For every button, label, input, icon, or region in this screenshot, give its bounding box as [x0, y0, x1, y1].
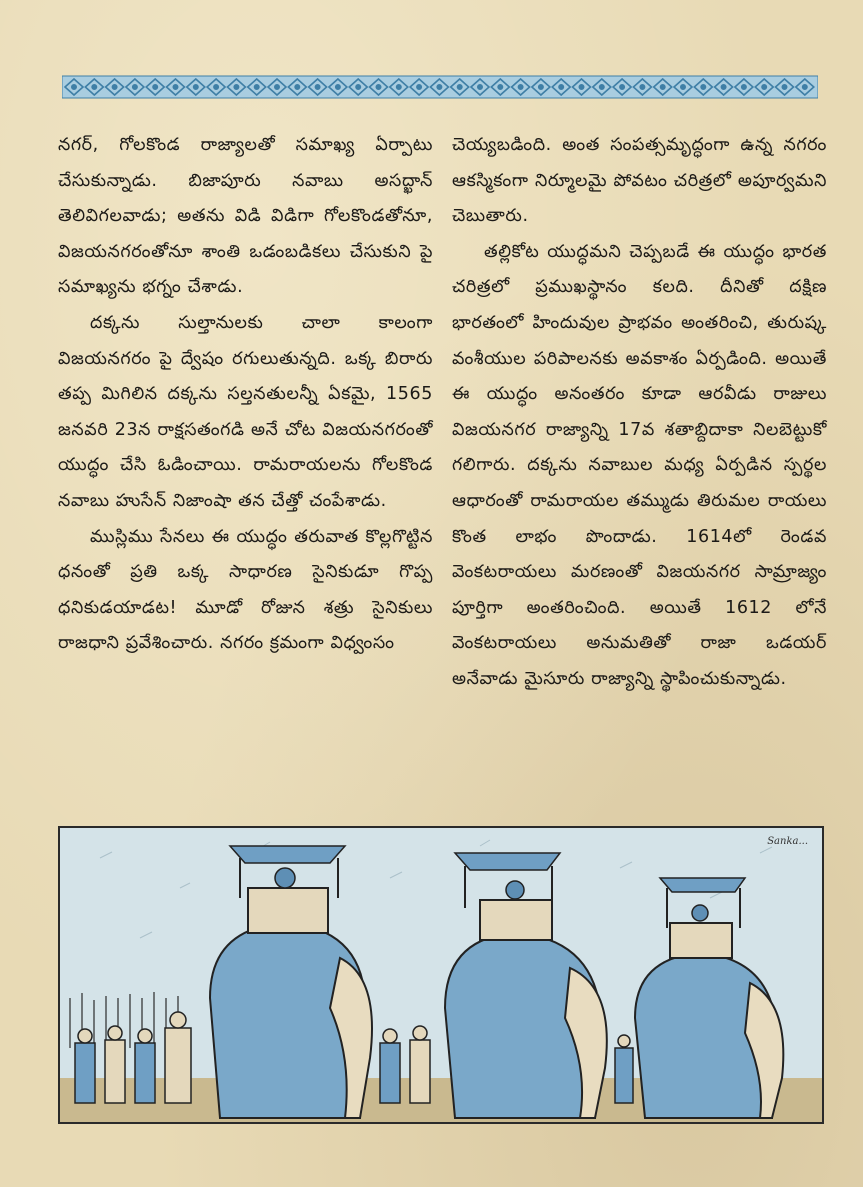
border-dot [803, 85, 807, 89]
border-dot [579, 85, 583, 89]
border-dot [620, 85, 624, 89]
right-text-column [452, 128, 827, 698]
border-dot [92, 85, 96, 89]
border-dot [417, 85, 421, 89]
border-dot [336, 85, 340, 89]
border-dot [356, 85, 360, 89]
border-dot [234, 85, 238, 89]
border-dot [458, 85, 462, 89]
border-dot [397, 85, 401, 89]
border-dot [498, 85, 502, 89]
border-dot [376, 85, 380, 89]
battle-illustration [58, 826, 824, 1124]
border-dot [640, 85, 644, 89]
border-dot [112, 85, 116, 89]
paragraph: నగర్, గోలకొండ రాజ్యాలతో సమాఖ్య ఏర్పాటు చేసుకున్నాడు. బిజాపూరు నవాబు అసద్ఖాన్ తెలివిగలవాడు; అతను విడి విడిగా గోలకొండతోనూ, విజయనగరంతోనూ శాంతి ఒడంబడికలు చేసుకుని పై సమాఖ్యను భగ్నం చేశాడు. [58, 135, 433, 298]
border-dot [762, 85, 766, 89]
border-dot [782, 85, 786, 89]
border-dot [133, 85, 137, 89]
border-dot [518, 85, 522, 89]
border-dot [153, 85, 157, 89]
border-dot [194, 85, 198, 89]
border-dot [437, 85, 441, 89]
paragraph: దక్కను సుల్తానులకు చాలా కాలంగా విజయనగరం పై ద్వేషం రగులుతున్నది. ఒక్క బిరారు తప్ప మిగిలిన దక్కను సల్తనతులన్నీ ఏకమై, 1565 జనవరి 23న రాక్షసతంగడి అనే చోట విజయనగరంతో యుద్ధం చేసి ఓడించాయి. రామరాయలను గోలకొండ నవాబు హుసేన్ నిజాంషా తన చేత్తో చంపేశాడు. [58, 312, 433, 511]
border-dot [295, 85, 299, 89]
border-dot [681, 85, 685, 89]
decorative-border [62, 72, 818, 102]
border-dot [255, 85, 259, 89]
border-dot [721, 85, 725, 89]
left-text-column [58, 128, 433, 662]
border-dot [559, 85, 563, 89]
paragraph: చెయ్యబడింది. అంత సంపత్సమృద్ధంగా ఉన్న నగరం ఆకస్మికంగా నిర్మూలమై పోవటం చరిత్రలో అపూర్వమని చెబుతారు. [452, 135, 827, 227]
border-dot [600, 85, 604, 89]
border-dot [661, 85, 665, 89]
artist-signature: Sanka... [767, 836, 808, 847]
border-dot [742, 85, 746, 89]
border-dot [478, 85, 482, 89]
border-dot [315, 85, 319, 89]
paragraph: ముస్లిము సేనలు ఈ యుద్ధం తరువాత కొల్లగొట్టిన ధనంతో ప్రతి ఒక్క సాధారణ సైనికుడూ గొప్ప ధనికుడయాడట! మూడో రోజున శత్రు సైనికులు రాజధాని ప్రవేశించారు. నగరం క్రమంగా విధ్వంసం [58, 526, 433, 654]
paragraph: తల్లికోట యుద్ధమని చెప్పబడే ఈ యుద్ధం భారత చరిత్రలో ప్రముఖస్థానం కలది. దీనితో దక్షిణ భారతంలో హిందువుల ప్రాభవం అంతరించి, తురుష్క వంశీయుల పరిపాలనకు అవకాశం ఏర్పడింది. అయితే ఈ యుద్ధం అనంతరం కూడా ఆరవీడు రాజులు విజయనగర రాజ్యాన్ని 17వ శతాబ్దిదాకా నిలబెట్టుకో గలిగారు. దక్కను నవాబుల మధ్య ఏర్పడిన స్పర్థల ఆధారంతో రామరాయల తమ్ముడు తిరుమల రాయలు కొంత లాభం పొందాడు. 1614లో రెండవ వెంకటరాయలు మరణంతో విజయనగర సామ్రాజ్యం పూర్తిగా అంతరించింది. అయితే 1612 లోనే వెంకటరాయలు అనుమతితో రాజా ఒడయర్ అనేవాడు మైసూరు రాజ్యాన్ని స్థాపించుకున్నాడు. [452, 241, 827, 689]
border-dot [72, 85, 76, 89]
border-dot [539, 85, 543, 89]
border-dot [214, 85, 218, 89]
elephant-procession-image [60, 828, 822, 1122]
border-dot [275, 85, 279, 89]
border-dot [173, 85, 177, 89]
border-dot [701, 85, 705, 89]
